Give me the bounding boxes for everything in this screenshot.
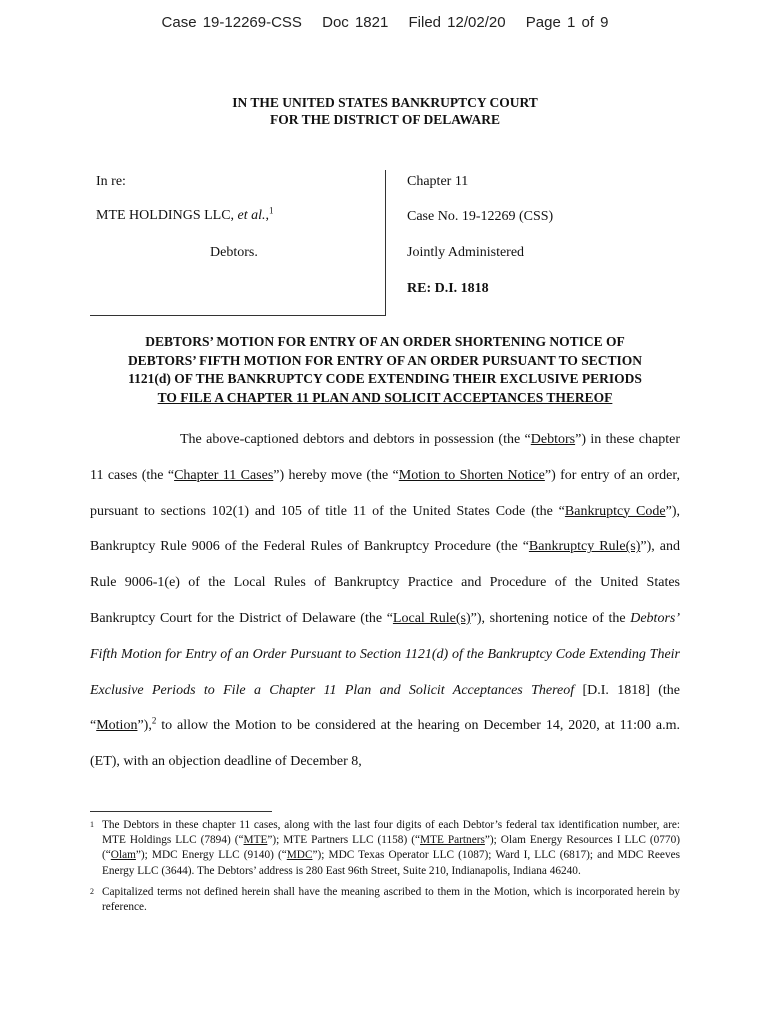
defined-term: MTE Partners <box>420 834 485 847</box>
footnote-text: Capitalized terms not defined herein shall have the meaning ascribed to them in the Motion, which is incorporated herein by reference. <box>102 885 680 914</box>
footnote-number: 2 <box>90 886 94 896</box>
defined-term: Motion <box>96 718 138 734</box>
defined-term: Bankruptcy Code <box>564 503 666 519</box>
body-text: ”), shortening notice of the <box>470 610 631 626</box>
body-text: ”) hereby move (the “ <box>273 467 399 483</box>
body-text: [D.I. 1818] (the “ <box>90 682 680 734</box>
debtor-name-text: MTE HOLDINGS LLC, <box>96 208 238 223</box>
debtor-name <box>96 205 274 224</box>
court-name <box>0 94 770 128</box>
case-number: Case 19-12269-CSS <box>161 14 302 31</box>
defined-term: Olam <box>110 849 136 862</box>
footnote-2 <box>90 885 680 915</box>
footnote-text: ”); Olam Energy Resources I LLC (0770) (“ <box>102 834 680 862</box>
footnote-ref-1: 1 <box>269 205 274 216</box>
page-indicator: Page 1 of 9 <box>525 14 609 31</box>
title-line-3: 1121(d) OF THE BANKRUPTCY CODE EXTENDING THEIR EXCLUSIVE PERIODS <box>128 371 642 386</box>
defined-term: MTE <box>243 834 268 847</box>
defined-term: Local Rule(s) <box>392 610 471 626</box>
court-line-2: FOR THE DISTRICT OF DELAWARE <box>269 112 501 127</box>
footnotes <box>90 818 680 921</box>
body-text: ”), <box>137 718 152 734</box>
docket-header <box>0 14 770 31</box>
footnote-text: ”); MDC Energy LLC (9140) (“ <box>135 849 287 862</box>
doc-number: Doc 1821 <box>322 14 389 31</box>
footnote-text: The Debtors in these chapter 11 cases, along with the last four digits of each Debtor’s federal tax identification number, are: MTE Holdings LLC (7894) (“ <box>102 819 680 847</box>
footnote-1 <box>90 818 680 879</box>
body-paragraph <box>90 422 680 780</box>
body-text: ”), and Rule 9006-1(e) of the Local Rules of Bankruptcy Practice and Procedure of the United States Bankruptcy Court for the District of Delaware (the “ <box>90 539 680 626</box>
footnote-number: 1 <box>90 820 94 829</box>
debtors-label: Debtors. <box>210 245 258 260</box>
footnote-ref-2: 2 <box>151 715 157 726</box>
defined-term: Debtors <box>530 432 576 447</box>
re-docket: RE: D.I. 1818 <box>407 281 489 296</box>
case-no: Case No. 19-12269 (CSS) <box>407 209 554 224</box>
title-line-2: DEBTORS’ FIFTH MOTION FOR ENTRY OF AN ORDER PURSUANT TO SECTION <box>127 352 643 368</box>
footnote-text: ”); MTE Partners LLC (1158) (“ <box>267 834 420 847</box>
body-text: ”) in these chapter 11 cases (the “ <box>90 432 680 483</box>
court-line-1: IN THE UNITED STATES BANKRUPTCY COURT <box>232 95 538 110</box>
body-text: The above-captioned debtors and debtors in possession (the “ <box>180 432 531 447</box>
motion-reference-title: Debtors’ Fifth Motion for Entry of an Order Pursuant to Section 1121(d) of the Bankruptcy Code Extending Their Exclusive Periods to File a Chapter 11 Plan and Solicit Acceptances Thereof <box>90 610 681 698</box>
filed-date: Filed 12/02/20 <box>408 14 506 31</box>
defined-term: Bankruptcy Rule(s) <box>528 539 641 555</box>
motion-title <box>80 333 690 407</box>
chapter-label: Chapter 11 <box>407 174 469 189</box>
body-text: ”) for entry of an order, pursuant to sections 102(1) and 105 of title 11 of the United States Code (the “ <box>90 467 680 519</box>
footnote-text: ”); MDC Texas Operator LLC (1087); Ward I, LLC (6817); and MDC Reeves Energy LLC (3644). The Debtors’ address is 280 East 96th Street, Suite 210, Indianapolis, Indiana 46240. <box>102 849 681 877</box>
defined-term: Chapter 11 Cases <box>174 467 274 483</box>
caption-box <box>90 170 386 316</box>
title-line-4: TO FILE A CHAPTER 11 PLAN AND SOLICIT ACCEPTANCES THEREOF <box>157 389 613 405</box>
footnote-divider <box>90 811 272 812</box>
in-re-label: In re: <box>96 174 126 189</box>
et-al-suffix: , <box>265 208 270 223</box>
motion-body <box>90 422 680 780</box>
et-al: et al. <box>237 208 266 223</box>
title-line-1: DEBTORS’ MOTION FOR ENTRY OF AN ORDER SHORTENING NOTICE OF <box>145 334 625 349</box>
body-text: to allow the Motion to be considered at the hearing on December 14, 2020, at 11:00 a.m. (ET), with an objection deadline of December 8, <box>90 718 680 770</box>
jointly-administered: Jointly Administered <box>407 245 525 260</box>
defined-term: Motion to Shorten Notice <box>398 467 545 483</box>
body-text: ”), Bankruptcy Rule 9006 of the Federal Rules of Bankruptcy Procedure (the “ <box>90 503 680 555</box>
defined-term: MDC <box>286 849 313 862</box>
